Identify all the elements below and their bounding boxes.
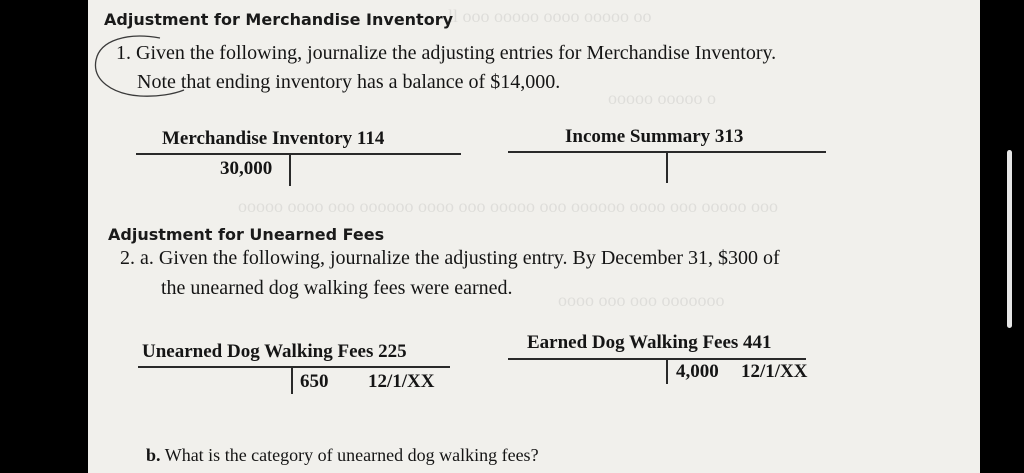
earned-fees-credit-date: 12/1/XX bbox=[741, 361, 808, 382]
question-2a-number: 2. a. bbox=[120, 247, 154, 269]
question-2b-label: b. bbox=[146, 445, 161, 465]
question-1-number: 1. bbox=[116, 42, 131, 64]
bleed-through-text: ooooo oooo ooo oooooo oooo ooo ooooo ooo oooooo oooo ooo ooooo ooo bbox=[238, 196, 778, 216]
t-account-vertical-line bbox=[666, 358, 668, 384]
earned-fees-credit-amount: 4,000 bbox=[676, 361, 719, 382]
t-account-title-unearned-fees: Unearned Dog Walking Fees 225 bbox=[142, 341, 407, 362]
unearned-fees-credit-amount: 650 bbox=[300, 371, 329, 392]
question-2a-line-2: the unearned dog walking fees were earned. bbox=[161, 277, 513, 299]
merchandise-inventory-debit-balance: 30,000 bbox=[220, 158, 273, 179]
t-account-horizontal-line bbox=[508, 358, 806, 360]
t-account-title-income-summary: Income Summary 313 bbox=[565, 126, 744, 147]
t-account-title-merchandise-inventory: Merchandise Inventory 114 bbox=[162, 128, 385, 149]
section-heading-unearned: Adjustment for Unearned Fees bbox=[108, 225, 385, 244]
t-account-title-earned-fees: Earned Dog Walking Fees 441 bbox=[527, 332, 772, 353]
bleed-through-text: ll ooo ooooo oooo ooooo oo bbox=[448, 6, 652, 26]
t-account-horizontal-line bbox=[136, 153, 461, 155]
t-account-horizontal-line bbox=[138, 366, 450, 368]
unearned-fees-credit-date: 12/1/XX bbox=[368, 371, 435, 392]
scrollbar[interactable] bbox=[1007, 150, 1012, 328]
question-2b-text: What is the category of unearned dog walking fees? bbox=[164, 445, 539, 465]
t-account-vertical-line bbox=[291, 366, 293, 394]
bleed-through-text: ooooo ooooo o bbox=[608, 88, 716, 108]
section-heading-inventory: Adjustment for Merchandise Inventory bbox=[104, 10, 454, 29]
question-1-line-1: Given the following, journalize the adjusting entries for Merchandise Inventory. bbox=[136, 42, 777, 64]
t-account-vertical-line bbox=[289, 153, 291, 186]
question-1-line-2: Note that ending inventory has a balance of $14,000. bbox=[137, 71, 561, 93]
t-account-vertical-line bbox=[666, 151, 668, 183]
bleed-through-text: oooo ooo ooo ooooooo bbox=[558, 290, 725, 310]
question-2a-line-1: Given the following, journalize the adjusting entry. By December 31, $300 of bbox=[158, 247, 780, 269]
textbook-page bbox=[88, 0, 980, 473]
